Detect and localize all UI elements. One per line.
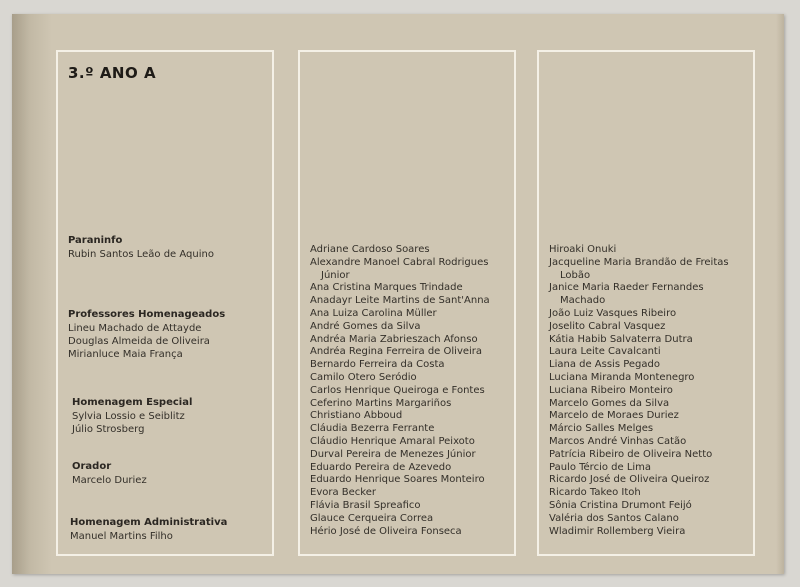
- orador-name: Marcelo Duriez: [72, 475, 147, 486]
- student-name: Adriane Cardoso Soares: [310, 244, 430, 255]
- professor-name: Douglas Almeida de Oliveira: [68, 336, 210, 347]
- booklet-spine: [12, 14, 52, 574]
- student-name: Marcos André Vinhas Catão: [549, 435, 687, 447]
- student-name: Alexandre Manoel Cabral Rodrigues: [310, 256, 489, 268]
- student-name: Ceferino Martins Margariños: [310, 397, 452, 409]
- student-name: Christiano Abboud: [310, 410, 403, 422]
- student-name: Luciana Miranda Montenegro: [549, 371, 695, 383]
- especial-heading: Homenagem Especial: [72, 397, 193, 408]
- administrativa-heading: Homenagem Administrativa: [70, 517, 228, 528]
- student-name: Machado: [560, 295, 606, 307]
- student-name: André Gomes da Silva: [310, 320, 421, 332]
- student-name: Cláudia Bezerra Ferrante: [310, 423, 435, 435]
- paraninfo-name: Rubin Santos Leão de Aquino: [68, 249, 214, 260]
- students-column-1: [298, 50, 516, 556]
- professores-section: [68, 308, 268, 361]
- student-name: Andréa Regina Ferreira de Oliveira: [310, 346, 483, 358]
- student-name: Bernardo Ferreira da Costa: [310, 359, 445, 371]
- student-name: Ana Cristina Marques Trindade: [310, 282, 463, 294]
- student-name: Hiroaki Onuki: [549, 244, 617, 255]
- student-list: [549, 244, 754, 538]
- especial-name: Sylvia Lossio e Seiblitz: [72, 411, 185, 422]
- student-name: Glauce Cerqueira Correa: [310, 512, 434, 524]
- student-name: Ricardo José de Oliveira Queiroz: [549, 474, 710, 486]
- professor-name: Mirianluce Maia França: [68, 349, 183, 360]
- especial-section: [72, 396, 272, 436]
- student-name: Júnior: [321, 269, 350, 281]
- student-name: Evora Becker: [310, 487, 376, 499]
- page-edge: [776, 14, 784, 574]
- student-name: Márcio Salles Melges: [549, 423, 654, 435]
- especial-name: Júlio Strosberg: [72, 424, 145, 435]
- student-name: Luciana Ribeiro Monteiro: [549, 384, 673, 396]
- administrativa-section: [70, 516, 270, 543]
- student-name: Hério José de Oliveira Fonseca: [310, 525, 462, 537]
- student-name: Jacqueline Maria Brandão de Freitas: [549, 256, 729, 268]
- student-name: Valéria dos Santos Calano: [549, 512, 679, 524]
- administrativa-name: Manuel Martins Filho: [70, 531, 173, 542]
- student-name: Paulo Tércio de Lima: [549, 461, 652, 473]
- student-name: Eduardo Pereira de Azevedo: [310, 461, 452, 473]
- paraninfo-heading: Paraninfo: [68, 235, 123, 246]
- student-name: Ana Luiza Carolina Müller: [310, 307, 437, 319]
- honorees-column: [56, 50, 274, 556]
- student-name: Cláudio Henrique Amaral Peixoto: [310, 435, 475, 447]
- student-name: Laura Leite Cavalcanti: [549, 346, 661, 358]
- student-name: Anadayr Leite Martins de Sant'Anna: [310, 295, 490, 307]
- student-name: Joselito Cabral Vasquez: [549, 320, 666, 332]
- student-name: Durval Pereira de Menezes Júnior: [310, 448, 476, 460]
- student-name: Kátia Habib Salvaterra Dutra: [549, 333, 693, 345]
- student-name: Flávia Brasil Spreafico: [310, 499, 421, 511]
- student-name: Marcelo Gomes da Silva: [549, 397, 670, 409]
- orador-section: [72, 460, 272, 487]
- student-name: Wladimir Rollemberg Vieira: [549, 525, 686, 537]
- student-name: Liana de Assis Pegado: [549, 359, 660, 371]
- student-name: Janice Maria Raeder Fernandes: [549, 282, 704, 294]
- page-title: 3.º ANO A: [68, 64, 157, 82]
- student-name: João Luiz Vasques Ribeiro: [549, 307, 677, 319]
- professor-name: Lineu Machado de Attayde: [68, 323, 202, 334]
- students-column-2: [537, 50, 755, 556]
- paraninfo-section: [68, 234, 268, 261]
- student-name: Ricardo Takeo Itoh: [549, 487, 641, 499]
- student-name: Camilo Otero Seródio: [310, 371, 417, 383]
- student-name: Marcelo de Moraes Duriez: [549, 410, 679, 422]
- student-name: Carlos Henrique Queiroga e Fontes: [310, 384, 485, 396]
- student-name: Patrícia Ribeiro de Oliveira Netto: [549, 448, 713, 460]
- professores-heading: Professores Homenageados: [68, 309, 226, 320]
- student-list: [310, 244, 515, 538]
- student-name: Sônia Cristina Drumont Feijó: [549, 499, 692, 511]
- booklet-page: [12, 14, 784, 574]
- orador-heading: Orador: [72, 461, 112, 472]
- student-name: Lobão: [560, 269, 591, 281]
- student-name: Andréa Maria Zabrieszach Afonso: [310, 333, 478, 345]
- student-name: Eduardo Henrique Soares Monteiro: [310, 474, 485, 486]
